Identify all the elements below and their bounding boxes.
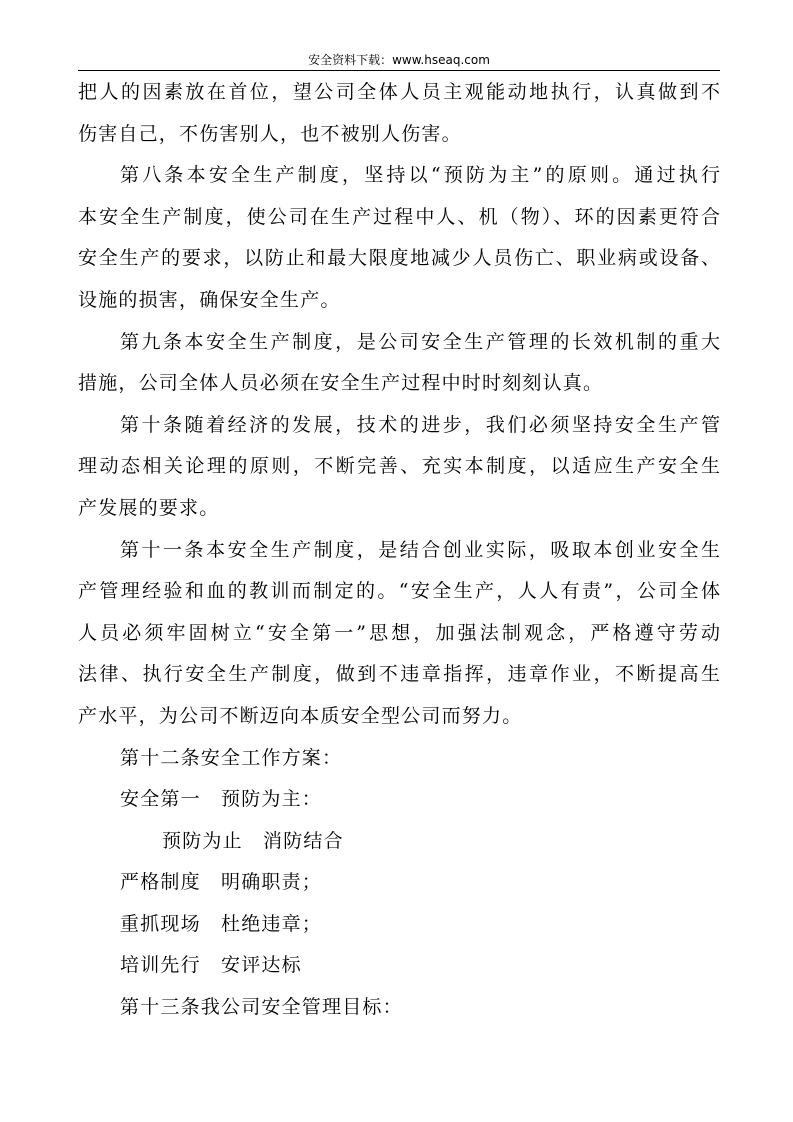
paragraph-line: 产管理经验和血的教训而制定的。“安全生产，人人有责”，公司全体	[78, 580, 720, 603]
paragraph-line: 安全生产的要求，以防止和最大限度地减少人员伤亡、职业病或设备、	[78, 247, 720, 270]
slogan-line: 重抓现场 杜绝违章；	[120, 912, 323, 935]
paragraph-line: 第九条本安全生产制度，是公司安全生产管理的长效机制的重大	[120, 330, 720, 353]
paragraph-line: 伤害自己，不伤害别人，也不被别人伤害。	[78, 122, 462, 145]
paragraph-line: 法律、执行安全生产制度，做到不违章指挥，违章作业，不断提高生	[78, 663, 720, 686]
section-heading: 第十三条我公司安全管理目标：	[120, 996, 403, 1019]
paragraph-line: 把人的因素放在首位，望公司全体人员主观能动地执行，认真做到不	[78, 81, 720, 103]
paragraph-line: 措施，公司全体人员必须在安全生产过程中时时刻刻认真。	[78, 372, 604, 395]
paragraph-line: 设施的损害，确保安全生产。	[78, 288, 341, 311]
document-body	[78, 72, 720, 1029]
paragraph-line: 第十条随着经济的发展，技术的进步，我们必须坚持安全生产管	[120, 413, 720, 436]
section-heading: 第十二条安全工作方案：	[120, 746, 343, 769]
paragraph-line: 本安全生产制度，使公司在生产过程中人、机（物）、环的因素更符合	[78, 205, 720, 228]
paragraph-line: 产水平，为公司不断迈向本质安全型公司而努力。	[78, 704, 523, 727]
paragraph-line: 理动态相关论理的原则，不断完善、充实本制度，以适应生产安全生	[78, 455, 720, 478]
slogan-line: 预防为止 消防结合	[162, 829, 344, 852]
page-header: 安全资料下载：www.hseaq.com	[308, 53, 490, 67]
slogan-line: 培训先行 安评达标	[120, 954, 302, 977]
paragraph-line: 人员必须牢固树立“安全第一”思想，加强法制观念，严格遵守劳动	[78, 621, 720, 644]
paragraph-line: 第十一条本安全生产制度，是结合创业实际，吸取本创业安全生	[120, 538, 720, 561]
paragraph-line: 产发展的要求。	[78, 496, 220, 519]
slogan-line: 安全第一 预防为主：	[120, 788, 323, 811]
paragraph-line: 第八条本安全生产制度，坚持以“预防为主”的原则。通过执行	[120, 164, 720, 187]
slogan-line: 严格制度 明确职责；	[120, 871, 323, 894]
header-rule	[78, 70, 720, 71]
